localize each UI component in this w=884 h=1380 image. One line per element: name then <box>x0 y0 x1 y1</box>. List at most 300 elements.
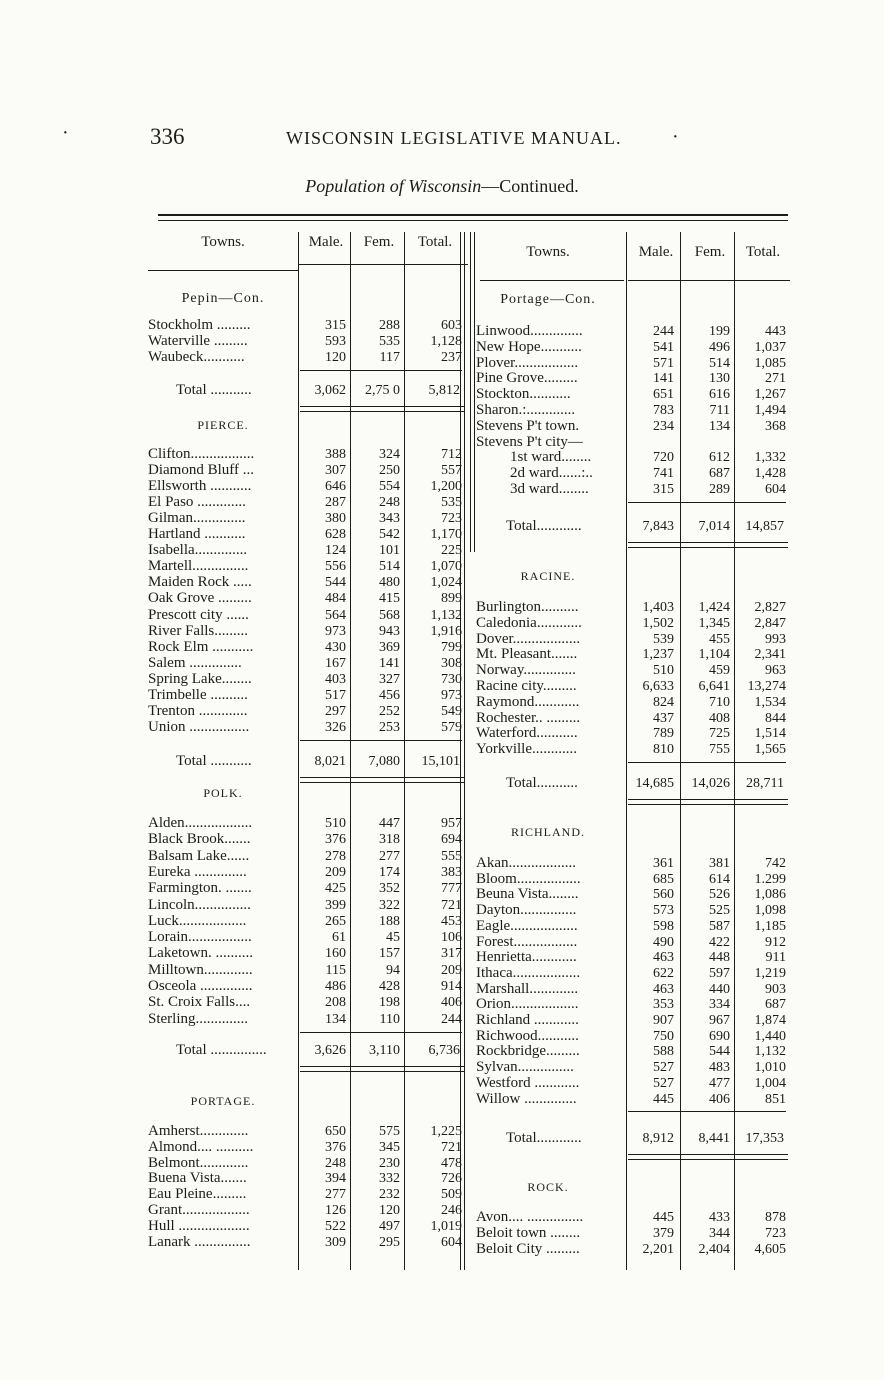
male-value: 287 <box>325 495 346 511</box>
male-value: 650 <box>325 1124 346 1139</box>
total-value: 973 <box>441 687 462 703</box>
column-rule <box>470 232 471 552</box>
fem-value: 188 <box>379 913 400 929</box>
male-value: 209 <box>325 864 346 880</box>
male-value: 573 <box>653 903 674 919</box>
table-row <box>476 1092 800 1107</box>
total-label: Total ........... <box>176 382 252 398</box>
grand-total: 6,736 <box>428 1043 460 1058</box>
col-header-male: Male. <box>638 244 674 260</box>
town-name: Dayton............... <box>476 903 577 919</box>
fem-value: 497 <box>379 1218 400 1234</box>
total-value: 271 <box>765 371 786 387</box>
fem-value: 725 <box>709 726 730 742</box>
table-row <box>148 914 470 929</box>
total-value: 914 <box>441 979 462 994</box>
fem-value: 440 <box>709 981 730 997</box>
table-row <box>476 600 800 615</box>
male-value: 539 <box>653 631 674 647</box>
table-row <box>148 1012 470 1027</box>
male-value: 315 <box>653 482 674 497</box>
fem-value: 483 <box>709 1060 730 1076</box>
fem-value: 477 <box>709 1075 730 1091</box>
page-number: 336 <box>150 124 185 149</box>
total-value: 1,185 <box>754 918 786 934</box>
town-name: Beuna Vista........ <box>476 887 579 903</box>
header-rule <box>628 280 790 281</box>
male-value: 124 <box>325 543 346 559</box>
fem-value: 45 <box>386 930 400 946</box>
male-value: 907 <box>653 1013 674 1028</box>
town-name: Henrietta............ <box>476 950 577 966</box>
table-row <box>476 466 800 481</box>
male-value: 527 <box>653 1060 674 1076</box>
total-value: 957 <box>441 816 462 831</box>
town-name: Burlington.......... <box>476 600 579 615</box>
town-name: Martell............... <box>148 559 249 575</box>
male-value: 326 <box>325 719 346 735</box>
total-value: 225 <box>441 543 462 559</box>
fem-value: 1,424 <box>698 600 730 615</box>
total-value: 2,847 <box>754 615 786 631</box>
town-name: Union ................ <box>148 719 250 735</box>
total-value: 742 <box>765 856 786 871</box>
grand-total: 15,101 <box>421 754 460 769</box>
male-value: 484 <box>325 591 346 607</box>
table-row <box>148 1171 470 1186</box>
male-value: 517 <box>325 687 346 703</box>
male-value: 278 <box>325 848 346 864</box>
fem-total: 8,441 <box>698 1131 730 1146</box>
total-value: 903 <box>765 981 786 997</box>
table-row <box>476 742 800 757</box>
table-row <box>148 1187 470 1202</box>
column-rule <box>464 232 465 1270</box>
total-row <box>148 753 464 770</box>
table-row <box>476 1060 800 1075</box>
town-name: Stockholm ......... <box>148 318 251 333</box>
male-value: 353 <box>653 997 674 1013</box>
total-value: 1,494 <box>754 403 786 418</box>
table-row <box>148 849 470 864</box>
town-name: Eau Pleine......... <box>148 1187 247 1203</box>
table-row <box>148 1124 470 1139</box>
table-row <box>476 919 800 934</box>
table-row <box>476 482 800 497</box>
fem-value: 343 <box>379 511 400 527</box>
total-value: 799 <box>441 639 462 655</box>
town-name: Westford ............ <box>476 1075 580 1091</box>
fem-value: 525 <box>709 903 730 919</box>
table-row <box>476 695 800 710</box>
col-header-fem: Fem. <box>694 244 726 260</box>
fem-value: 447 <box>379 816 400 831</box>
fem-value: 422 <box>709 934 730 950</box>
town-name: Akan.................. <box>476 856 576 871</box>
male-value: 720 <box>653 450 674 466</box>
fem-value: 967 <box>709 1013 730 1028</box>
table-row <box>476 1044 800 1059</box>
male-value: 425 <box>325 881 346 897</box>
total-value: 1,565 <box>754 742 786 758</box>
table-row <box>148 1235 470 1250</box>
male-value: 463 <box>653 950 674 966</box>
male-value: 544 <box>325 575 346 591</box>
town-name: Alden.................. <box>148 816 253 831</box>
town-name: Avon.... ............... <box>476 1210 584 1225</box>
right-table <box>470 212 790 1270</box>
fem-value: 174 <box>379 864 400 880</box>
total-label: Total........... <box>506 775 578 791</box>
fem-value: 612 <box>709 450 730 466</box>
fem-total: 7,014 <box>698 519 730 534</box>
total-value: 453 <box>441 913 462 929</box>
town-name: Forest................. <box>476 934 578 950</box>
fem-value: 480 <box>379 575 400 591</box>
fem-value: 535 <box>379 334 400 349</box>
table-row <box>476 950 800 965</box>
fem-value: 542 <box>379 527 400 543</box>
table-row <box>476 403 800 418</box>
town-name: Sharon.:............. <box>476 403 576 418</box>
fem-value: 587 <box>709 918 730 934</box>
fem-value: 544 <box>709 1044 730 1060</box>
total-value: 4,605 <box>754 1242 786 1257</box>
town-name: Osceola .............. <box>148 979 253 994</box>
male-value: 244 <box>653 324 674 339</box>
town-name: Caledonia............ <box>476 615 582 631</box>
town-name: Diamond Bluff ... <box>148 463 254 479</box>
town-name: Lorain................. <box>148 930 252 946</box>
male-value: 248 <box>325 1155 346 1171</box>
table-row <box>148 495 470 510</box>
table-row <box>476 711 800 726</box>
total-value: 244 <box>441 1011 462 1027</box>
male-value: 564 <box>325 607 346 623</box>
table-row <box>148 318 470 333</box>
male-value: 789 <box>653 726 674 742</box>
total-value: 368 <box>765 418 786 434</box>
total-value: 1,010 <box>754 1060 786 1076</box>
total-value: 1,132 <box>430 607 462 623</box>
total-value: 1,874 <box>754 1013 786 1028</box>
town-name: Sylvan............... <box>476 1060 574 1076</box>
section-end-rule <box>300 777 464 783</box>
table-row <box>476 371 800 386</box>
town-name: Hartland ........... <box>148 527 246 543</box>
total-value: 721 <box>441 897 462 913</box>
fem-total: 14,026 <box>691 776 730 791</box>
total-value: 1,098 <box>754 903 786 919</box>
male-value: 361 <box>653 856 674 871</box>
male-value: 6,633 <box>642 679 674 694</box>
total-value: 1,440 <box>754 1028 786 1044</box>
total-value: 777 <box>441 881 462 897</box>
male-value: 622 <box>653 965 674 981</box>
total-value: 317 <box>441 946 462 962</box>
fem-value: 253 <box>379 719 400 735</box>
fem-value: 406 <box>709 1091 730 1107</box>
table-row <box>148 1156 470 1171</box>
col-header-fem: Fem. <box>363 234 395 250</box>
total-value: 1.299 <box>754 871 786 887</box>
table-row <box>476 1029 800 1044</box>
male-value: 445 <box>653 1091 674 1107</box>
fem-value: 345 <box>379 1139 400 1155</box>
fem-value: 687 <box>709 466 730 482</box>
table-row <box>148 816 470 831</box>
total-value: 209 <box>441 962 462 978</box>
fem-value: 277 <box>379 848 400 864</box>
total-value: 1,132 <box>754 1044 786 1060</box>
table-row <box>148 624 470 639</box>
section-end-rule <box>628 1154 788 1160</box>
section-end-rule <box>628 799 788 805</box>
total-value: 1,070 <box>430 559 462 575</box>
total-value: 1,916 <box>430 623 462 639</box>
town-name: Linwood.............. <box>476 324 583 339</box>
male-value: 2,201 <box>642 1242 674 1257</box>
total-value: 2,341 <box>754 647 786 663</box>
total-value: 106 <box>441 930 462 946</box>
male-value: 394 <box>325 1171 346 1187</box>
fem-value: 198 <box>379 995 400 1011</box>
male-value: 430 <box>325 639 346 655</box>
total-value: 509 <box>441 1187 462 1203</box>
section-heading: Portage—Con. <box>500 292 596 307</box>
table-row <box>148 930 470 945</box>
total-value: 1,534 <box>754 694 786 710</box>
town-name: Stevens P't city— <box>476 434 583 450</box>
town-name: Marshall............. <box>476 981 579 997</box>
table-row <box>476 1226 800 1241</box>
total-value: 1,428 <box>754 466 786 482</box>
table-row <box>148 946 470 961</box>
fem-value: 614 <box>709 871 730 887</box>
town-name: Black Brook....... <box>148 832 251 848</box>
column-rule <box>474 232 475 552</box>
fem-value: 94 <box>386 962 400 978</box>
total-value: 1,332 <box>754 450 786 466</box>
fem-total: 2,75 0 <box>365 383 400 398</box>
table-row <box>476 356 800 371</box>
male-value: 61 <box>332 930 346 946</box>
town-name: Richwood........... <box>476 1028 579 1044</box>
fem-value: 327 <box>379 671 400 687</box>
male-value: 167 <box>325 655 346 671</box>
total-value: 912 <box>765 934 786 950</box>
table-row <box>148 865 470 880</box>
town-name: Stockton........... <box>476 387 571 403</box>
male-value: 824 <box>653 694 674 710</box>
town-name: Rockbridge......... <box>476 1044 580 1060</box>
total-value: 604 <box>441 1234 462 1250</box>
total-value: 308 <box>441 655 462 671</box>
town-name: Gilman.............. <box>148 511 246 527</box>
male-value: 307 <box>325 463 346 479</box>
male-value: 309 <box>325 1234 346 1250</box>
town-name: 1st ward........ <box>510 450 592 466</box>
town-name: St. Croix Falls.... <box>148 995 251 1011</box>
male-value: 208 <box>325 995 346 1011</box>
total-value: 694 <box>441 832 462 848</box>
male-value: 685 <box>653 871 674 887</box>
fem-value: 514 <box>379 559 400 575</box>
fem-value: 332 <box>379 1171 400 1187</box>
town-name: Luck.................. <box>148 913 247 929</box>
table-row <box>148 543 470 558</box>
total-value: 1,086 <box>754 887 786 903</box>
male-value: 510 <box>653 663 674 679</box>
table-row <box>476 887 800 902</box>
town-name: Balsam Lake...... <box>148 848 250 864</box>
town-name: Spring Lake........ <box>148 671 252 687</box>
col-header-total: Total. <box>417 234 453 250</box>
section-end-rule <box>300 406 464 412</box>
table-row <box>148 1203 470 1218</box>
fem-value: 232 <box>379 1187 400 1203</box>
fem-value: 248 <box>379 495 400 511</box>
table-row <box>148 575 470 590</box>
table-row <box>148 350 470 365</box>
town-name: Racine city......... <box>476 679 577 694</box>
male-value: 463 <box>653 981 674 997</box>
table-row <box>148 591 470 606</box>
total-value: 579 <box>441 719 462 735</box>
table-row <box>148 608 470 623</box>
subtotal-rule <box>300 740 462 741</box>
male-value: 750 <box>653 1028 674 1044</box>
fem-value: 2,404 <box>698 1242 730 1257</box>
running-title: WISCONSIN LEGISLATIVE MANUAL. <box>286 128 622 148</box>
total-value: 851 <box>765 1091 786 1107</box>
total-value: 1,514 <box>754 726 786 742</box>
fem-value: 130 <box>709 371 730 387</box>
total-value: 723 <box>441 511 462 527</box>
total-value: 1,037 <box>754 339 786 355</box>
total-value: 1,019 <box>430 1218 462 1234</box>
section-heading: RACINE. <box>520 569 576 583</box>
town-name: 3d ward........ <box>510 482 589 497</box>
total-value: 557 <box>441 463 462 479</box>
total-value: 878 <box>765 1210 786 1225</box>
male-value: 376 <box>325 1139 346 1155</box>
col-header-male: Male. <box>308 234 344 250</box>
ink-mark: · <box>62 122 69 144</box>
town-name: Hull ................... <box>148 1218 250 1234</box>
table-row <box>148 527 470 542</box>
table-row <box>148 995 470 1010</box>
town-name: Rochester.. ......... <box>476 710 581 726</box>
male-value: 399 <box>325 897 346 913</box>
male-value: 388 <box>325 447 346 462</box>
total-value: 13,274 <box>747 679 786 694</box>
total-value: 721 <box>441 1139 462 1155</box>
male-value: 120 <box>325 350 346 365</box>
town-name: Dover.................. <box>476 631 581 647</box>
total-value: 1,267 <box>754 387 786 403</box>
fem-value: 496 <box>709 339 730 355</box>
fem-value: 288 <box>379 318 400 333</box>
table-row <box>476 450 800 465</box>
town-name: Belmont............. <box>148 1155 249 1171</box>
total-value: 1,225 <box>430 1124 462 1139</box>
total-row <box>148 1042 464 1059</box>
total-label: Total ............... <box>176 1042 267 1058</box>
fem-value: 448 <box>709 950 730 966</box>
subtotal-rule <box>628 502 786 503</box>
table-row <box>148 898 470 913</box>
fem-value: 711 <box>709 403 730 418</box>
town-name: Trimbelle .......... <box>148 687 248 703</box>
table-row <box>148 559 470 574</box>
table-row <box>476 647 800 662</box>
town-name: Sterling.............. <box>148 1011 248 1027</box>
town-name: Eagle.................. <box>476 918 578 934</box>
male-value: 126 <box>325 1203 346 1218</box>
subtitle-italic: Population of Wisconsin <box>305 176 482 196</box>
total-value: 1,200 <box>430 479 462 495</box>
fem-value: 575 <box>379 1124 400 1139</box>
table-row <box>476 1242 800 1257</box>
male-value: 810 <box>653 742 674 758</box>
table-row <box>148 832 470 847</box>
table-row <box>148 463 470 478</box>
fem-value: 514 <box>709 355 730 371</box>
male-value: 510 <box>325 816 346 831</box>
town-name: Waubeck........... <box>148 350 245 365</box>
fem-value: 943 <box>379 623 400 639</box>
male-value: 973 <box>325 623 346 639</box>
col-header-towns: Towns. <box>526 244 570 260</box>
table-row <box>148 704 470 719</box>
total-value: 723 <box>765 1226 786 1241</box>
male-value: 541 <box>653 339 674 355</box>
grand-total: 17,353 <box>745 1131 784 1146</box>
male-value: 376 <box>325 832 346 848</box>
grand-total: 14,857 <box>745 519 784 534</box>
town-name: Maiden Rock ..... <box>148 575 252 591</box>
total-value: 730 <box>441 671 462 687</box>
fem-value: 597 <box>709 965 730 981</box>
male-value: 628 <box>325 527 346 543</box>
fem-total: 3,110 <box>369 1043 400 1058</box>
total-value: 383 <box>441 864 462 880</box>
town-name: Farmington. ....... <box>148 881 252 897</box>
total-value: 899 <box>441 591 462 607</box>
male-value: 522 <box>325 1218 346 1234</box>
table-row <box>148 688 470 703</box>
fem-value: 616 <box>709 387 730 403</box>
total-label: Total ........... <box>176 753 252 769</box>
town-name: Lanark ............... <box>148 1234 251 1250</box>
col-header-towns: Towns. <box>201 234 245 250</box>
male-value: 646 <box>325 479 346 495</box>
fem-value: 289 <box>709 482 730 497</box>
male-value: 560 <box>653 887 674 903</box>
total-value: 1,004 <box>754 1075 786 1091</box>
male-value: 527 <box>653 1075 674 1091</box>
total-value: 478 <box>441 1155 462 1171</box>
table-row <box>476 1076 800 1091</box>
fem-value: 456 <box>379 687 400 703</box>
male-value: 1,502 <box>642 615 674 631</box>
table-row <box>148 656 470 671</box>
fem-value: 318 <box>379 832 400 848</box>
total-value: 1,024 <box>430 575 462 591</box>
fem-value: 381 <box>709 856 730 871</box>
fem-value: 433 <box>709 1210 730 1225</box>
